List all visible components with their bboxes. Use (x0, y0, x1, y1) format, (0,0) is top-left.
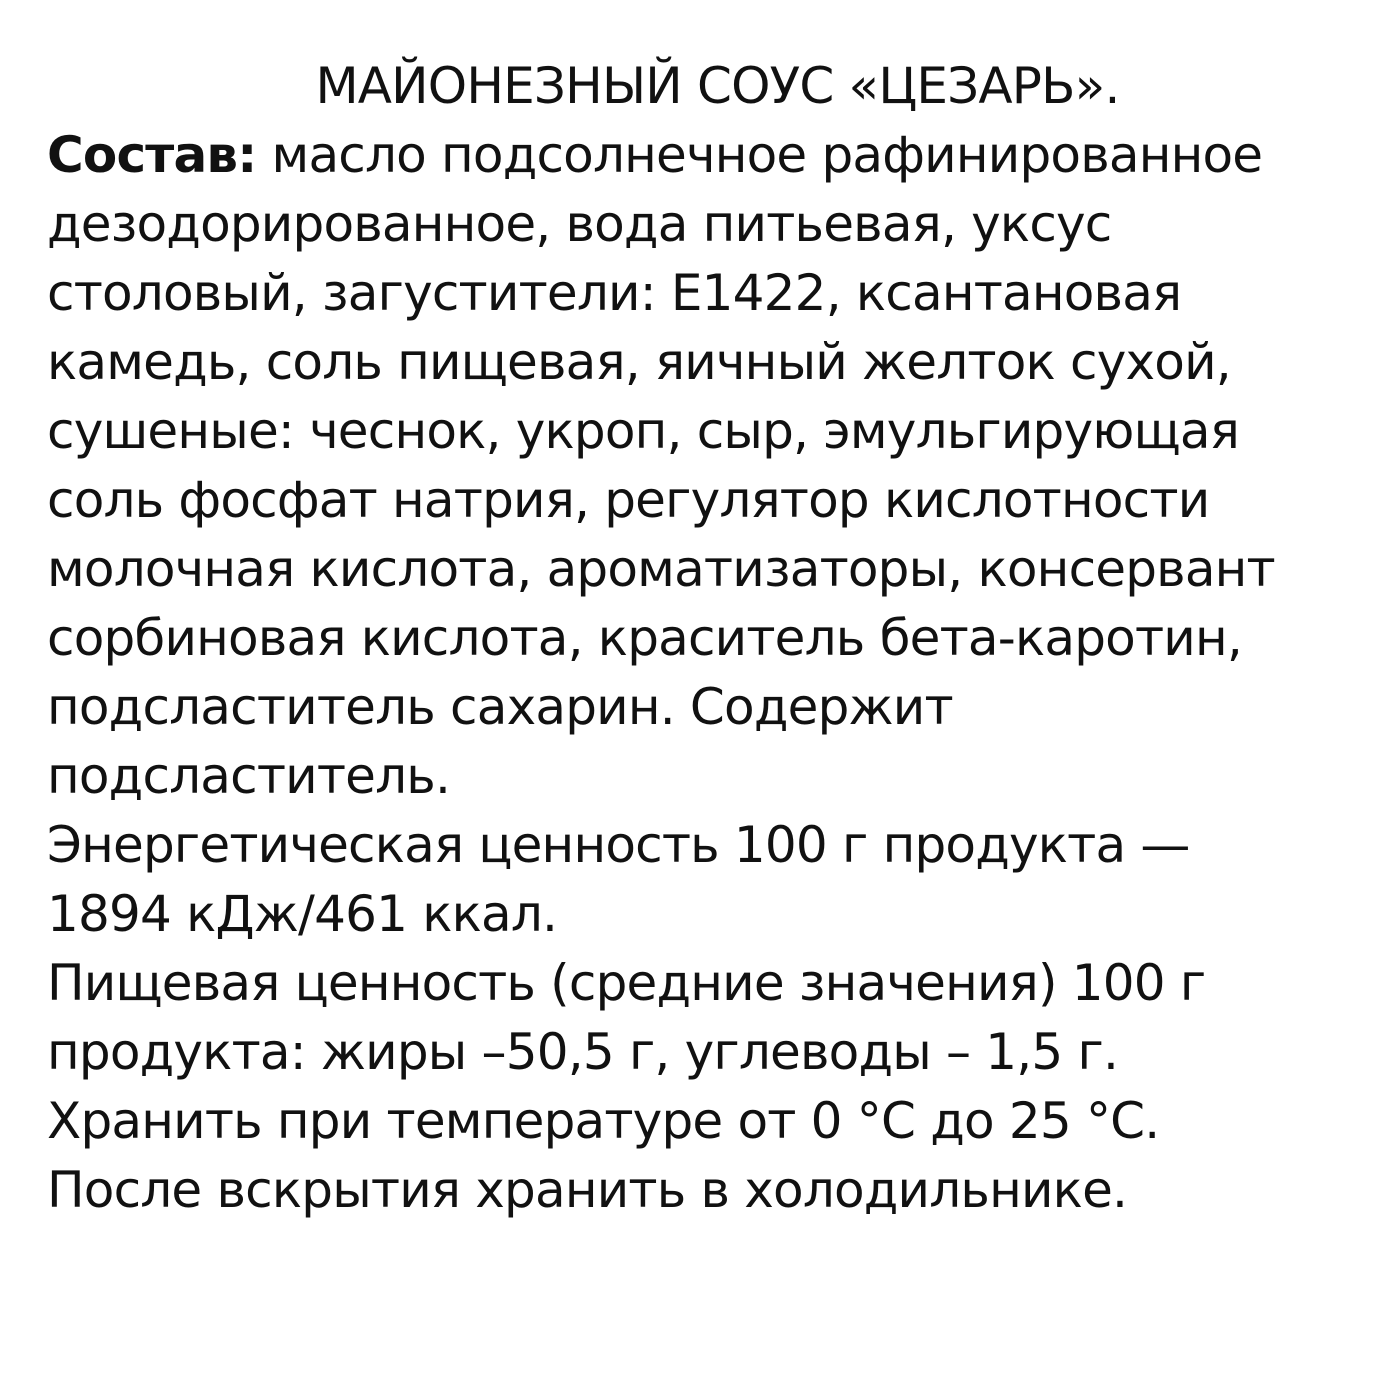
composition-line (47, 121, 1360, 190)
energy-section (47, 811, 1360, 949)
energy-line: 1894 кДж/461 ккал. (47, 885, 558, 943)
composition-text: масло подсолнечное рафинированное (256, 126, 1263, 184)
composition-line: сорбиновая кислота, краситель бета-каротин, (47, 609, 1242, 667)
composition-line: дезодорированное, вода питьевая, уксус (47, 195, 1112, 253)
storage-line: Хранить при температуре от 0 °С до 25 °С. (47, 1092, 1160, 1150)
composition-line: соль фосфат натрия, регулятор кислотности (47, 471, 1210, 529)
composition-line: столовый, загустители: Е1422, ксантановая (47, 264, 1182, 322)
product-title: МАЙОНЕЗНЫЙ СОУС «ЦЕЗАРЬ». (315, 57, 1120, 115)
nutrition-line: продукта: жиры –50,5 г, углеводы – 1,5 г. (47, 1023, 1119, 1081)
composition-section (47, 121, 1360, 811)
nutrition-section (47, 949, 1360, 1087)
nutrition-line: Пищевая ценность (средние значения) 100 г (47, 954, 1206, 1012)
composition-line: сушеные: чеснок, укроп, сыр, эмульгирующая (47, 402, 1239, 460)
energy-line: Энергетическая ценность 100 г продукта — (47, 816, 1190, 874)
composition-line: камедь, соль пищевая, яичный желток сухой, (47, 333, 1231, 391)
composition-label: Состав: (47, 126, 257, 184)
composition-line: подсластитель сахарин. Содержит (47, 678, 953, 736)
storage-line: После вскрытия хранить в холодильнике. (47, 1161, 1128, 1219)
composition-line: подсластитель. (47, 747, 451, 805)
composition-line: молочная кислота, ароматизаторы, консервант (47, 540, 1275, 598)
storage-section (47, 1087, 1360, 1225)
